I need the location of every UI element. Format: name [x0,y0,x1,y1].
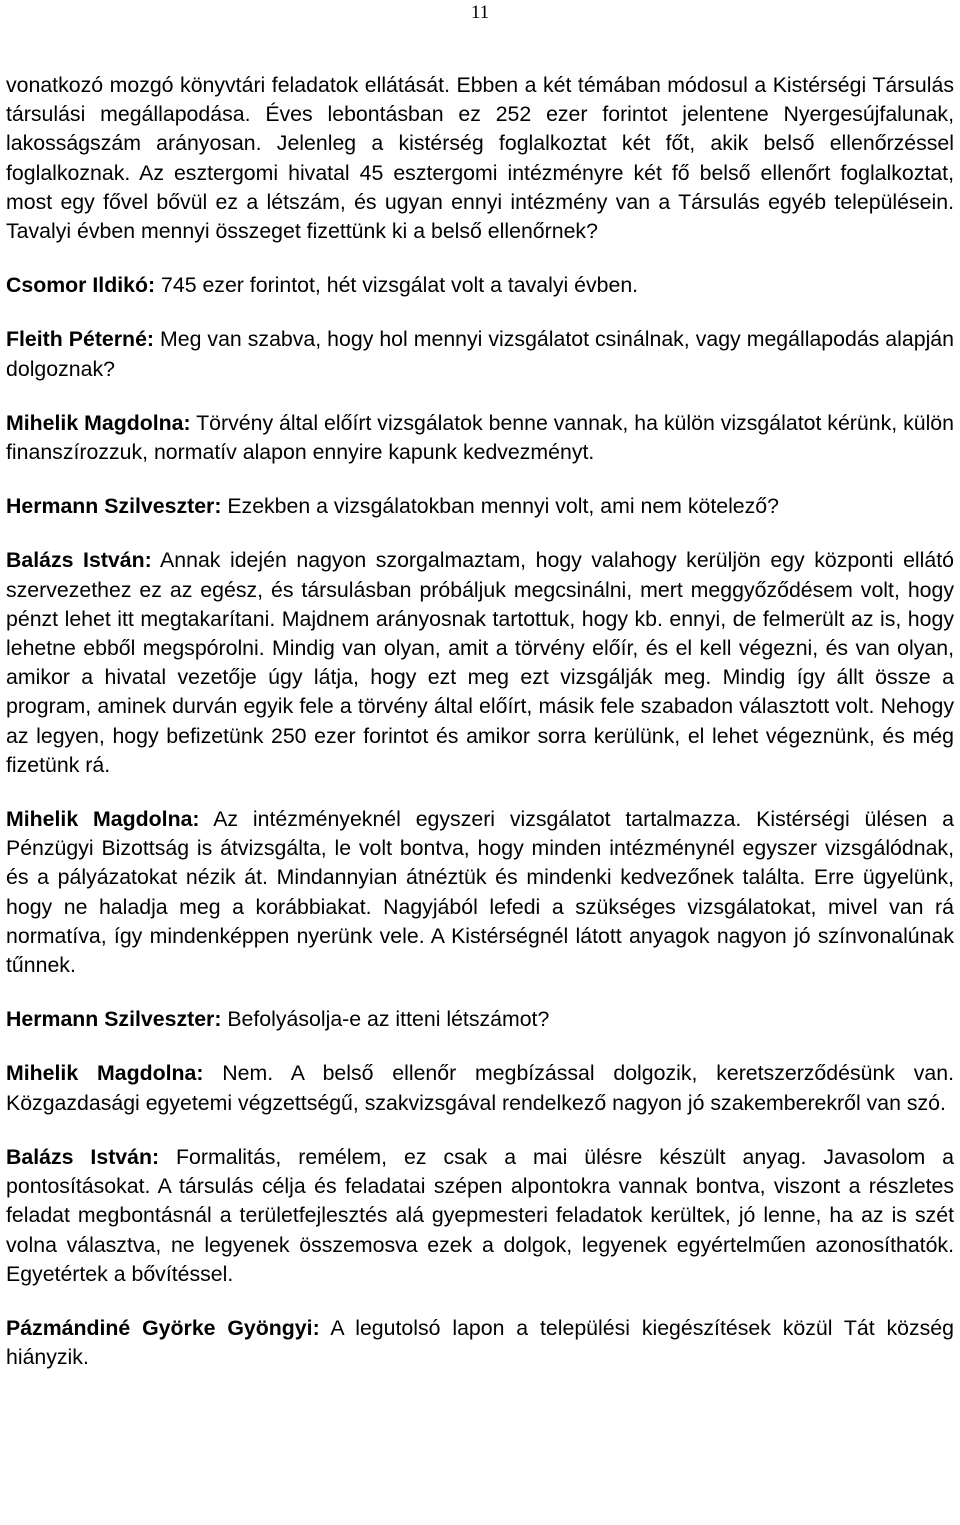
paragraph-1 [6,71,954,246]
paragraph-5 [6,492,954,521]
paragraph-text: Meg van szabva, hogy hol mennyi vizsgálatot csinálnak, vagy megállapodás alapján dolgoznak? [6,327,954,381]
paragraph-text: Törvény által előírt vizsgálatok benne vannak, ha külön vizsgálatot kérünk, külön finanszírozzuk, normatív alapon ennyire kapunk kedvezményt. [6,410,954,465]
paragraph-3 [6,325,954,383]
paragraph-text: vonatkozó mozgó könyvtári feladatok ellátását. Ebben a két témában módosul a Kistérségi Társulás társulási megállapodása. Éves lebontásban ez 252 ezer forintot jelentene Nyergesújfalunak, lakosságszám arányosan. Jelenleg a kistérség foglalkoztat két főt, akik belső ellenőrzéssel foglalkoznak. Az esztergomi hivatal 45 esztergomi intézményre két fő belső ellenőrt foglalkoztat, most egy fővel bővül ez a létszám, és ugyan ennyi intézmény van a Társulás egyéb településein. Tavalyi évben mennyi összeget fizettünk ki a belső ellenőrnek? [6,73,954,244]
speaker-name: Fleith Péterné: [6,327,155,352]
speaker-name: Csomor Ildikó: [6,273,156,298]
paragraph-text: Az intézményeknél egyszeri vizsgálatot tartalmazza. Kistérségi ülésen a Pénzügyi Bizottság is átvizsgálta, le volt bontva, hogy minden intézménynél egyszer vizsgálódnak, és a pályázatokat nézik át. Mindannyian átnéztük és mindenki kedvezőnek találta. Erre ügyelünk, hogy ne haladja meg a korábbiakat. Nagyjából lefedi a szükséges vizsgálatokat, mivel van rá normatíva, így mindenképpen nyerünk vele. A Kistérségnél látott anyagok nagyon jó színvonalúnak tűnnek. [6,807,954,978]
paragraph-text: Formalitás, remélem, ez csak a mai ülésre készült anyag. Javasolom a pontosításokat. A társulás célja és feladatai szépen alpontokra vannak bontva, viszont a részletes feladat megbontásnál a területfejlesztés alá gyepmesteri feladatok kerültek, jó lenne, ha az is szét volna választva, ne legyenek összemosva ezek a dolgok, legyenek egyértelműen azonosíthatók. Egyetértek a bővítéssel. [6,1144,954,1286]
paragraph-text: A legutolsó lapon a települési kiegészítések közül Tát község hiányzik. [6,1315,954,1370]
document-body [6,71,954,1372]
page-number: 11 [470,2,490,23]
paragraph-text: Befolyásolja-e az itteni létszámot? [221,1007,550,1032]
speaker-name: Balázs István: [6,548,152,573]
speaker-name: Mihelik Magdolna: [6,410,191,435]
speaker-name: Pázmándiné Györke Gyöngyi: [6,1315,320,1340]
paragraph-4 [6,409,954,467]
speaker-name: Hermann Szilveszter: [6,1007,222,1032]
paragraph-11 [6,1314,954,1372]
speaker-name: Mihelik Magdolna: [6,807,200,832]
paragraph-6 [6,546,954,780]
paragraph-text: Annak idején nagyon szorgalmaztam, hogy valahogy kerüljön egy központi ellátó szervezethez ez az egész, és társulásban próbáljuk megcsinálni, mert meggyőződésem volt, hogy pénzt lehet itt megtakarítani. Majdnem arányosnak tartottuk, hogy kb. ennyi, de felmerült az is, hogy lehetne ebből megspórolni. Mindig van olyan, amit a törvény előír, és el kell végezni, és van olyan, amikor a hivatal vezetője úgy látja, hogy ezt meg ezt vizsgálják meg. Mindig így állt össze a program, aminek durván egyik fele a törvény által előírt, másik fele szabadon választott volt. Nehogy az legyen, hogy befizetünk 250 ezer forintot és amikor sorra kerülünk, el lehet végeznünk, és még fizetünk rá. [6,548,954,777]
paragraph-text: Nem. A belső ellenőr megbízással dolgozik, keretszerződésünk van. Közgazdasági egyetemi végzettségű, szakvizsgával rendelkező nagyon jó szakemberekről van szó. [6,1061,954,1115]
paragraph-text: 745 ezer forintot, hét vizsgálat volt a tavalyi évben. [155,273,639,298]
speaker-name: Balázs István: [6,1144,160,1169]
paragraph-8 [6,1005,954,1034]
paragraph-2 [6,271,954,300]
speaker-name: Mihelik Magdolna: [6,1061,204,1086]
paragraph-10 [6,1143,954,1289]
paragraph-text: Ezekben a vizsgálatokban mennyi volt, ami nem kötelező? [221,494,779,519]
speaker-name: Hermann Szilveszter: [6,494,222,519]
paragraph-7 [6,805,954,980]
paragraph-9 [6,1059,954,1117]
